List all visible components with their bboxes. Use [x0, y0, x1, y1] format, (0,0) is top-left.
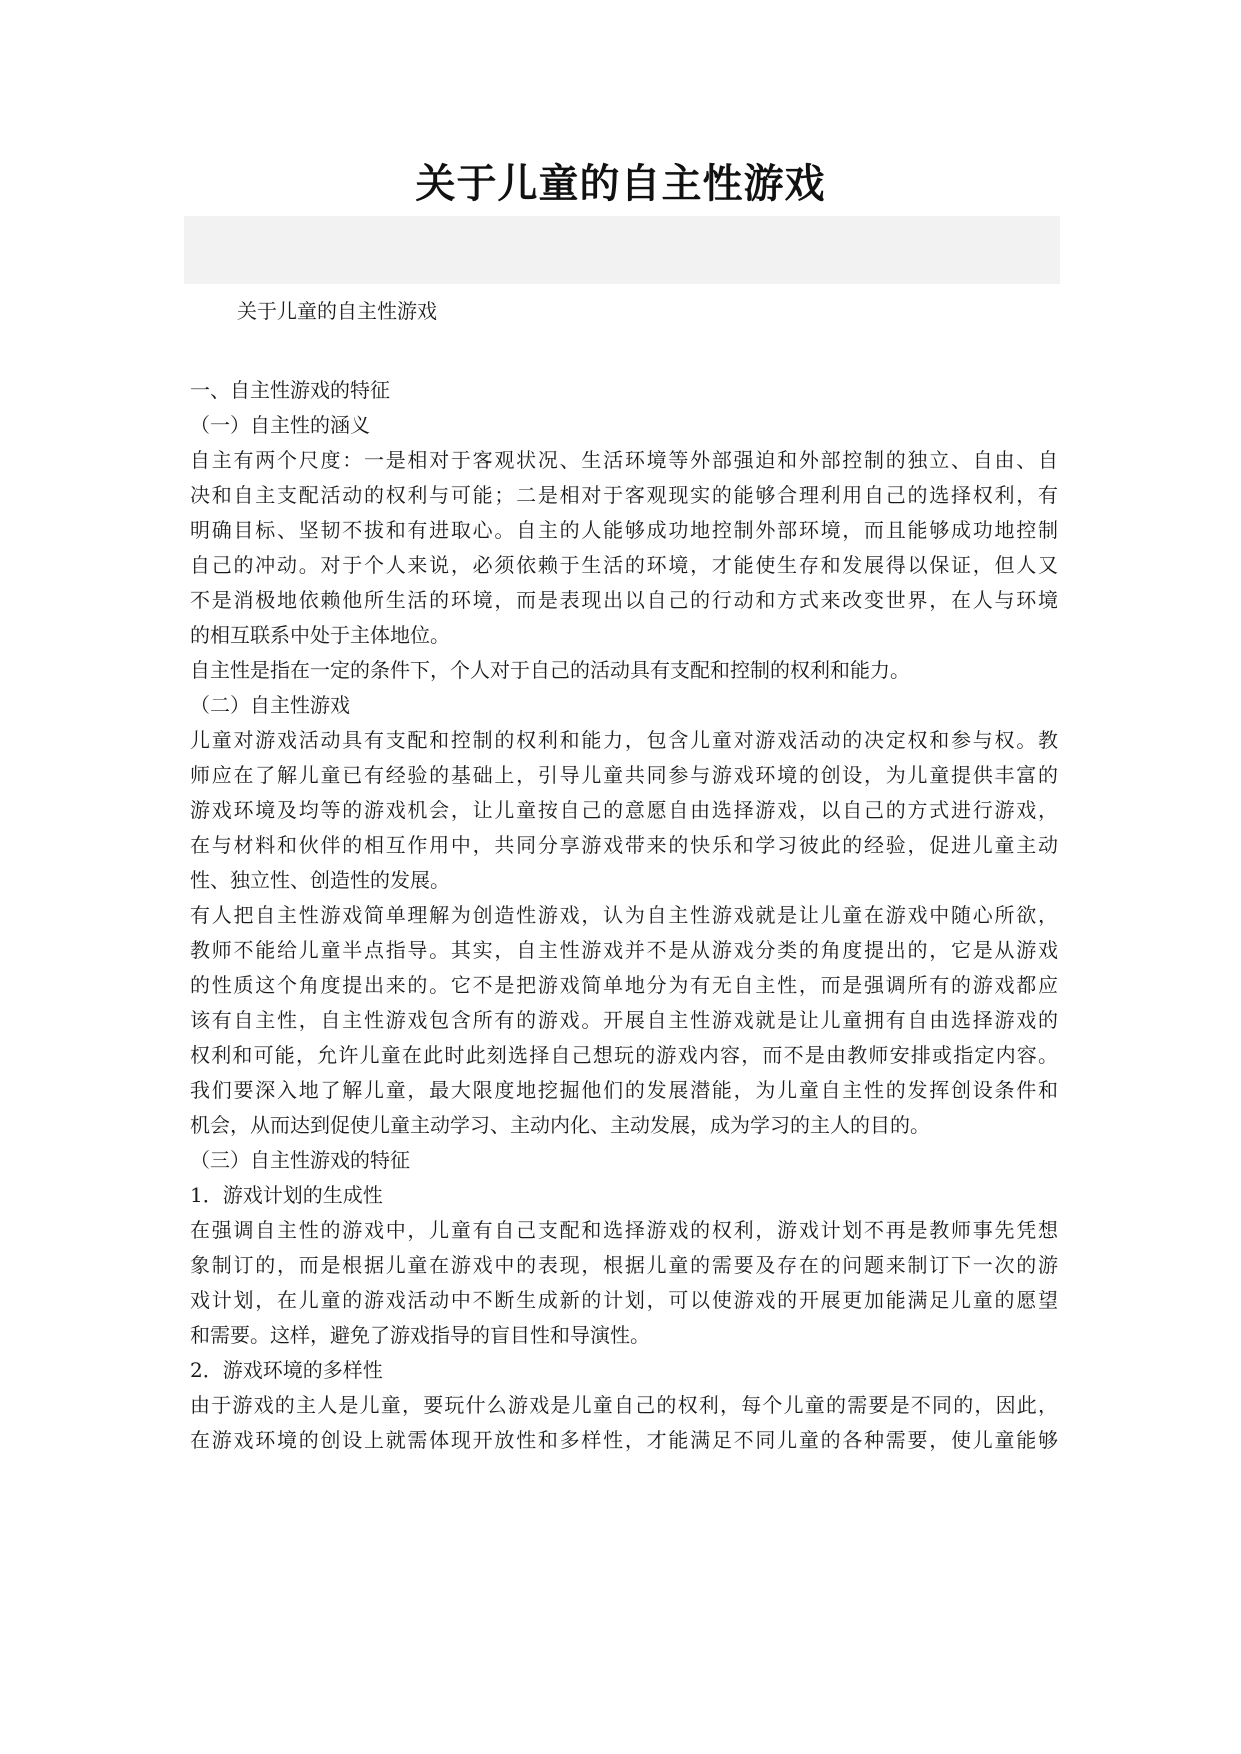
body-line: 一、自主性游戏的特征	[190, 378, 390, 402]
document-body	[190, 373, 1058, 1458]
body-line: 儿童对游戏活动具有支配和控制的权利和能力，包含儿童对游戏活动的决定权和参与权。教	[190, 728, 1058, 752]
body-line: 该有自主性，自主性游戏包含所有的游戏。开展自主性游戏就是让儿童拥有自由选择游戏的	[190, 1008, 1058, 1032]
body-line: 自主有两个尺度：一是相对于客观状况、生活环境等外部强迫和外部控制的独立、自由、自	[190, 448, 1058, 472]
body-line: 1．游戏计划的生成性	[190, 1183, 383, 1207]
body-line: （一）自主性的涵义	[190, 413, 370, 437]
body-line: 的性质这个角度提出来的。它不是把游戏简单地分为有无自主性，而是强调所有的游戏都应	[190, 973, 1058, 997]
document-subtitle: 关于儿童的自主性游戏	[237, 299, 437, 323]
body-line: 不是消极地依赖他所生活的环境，而是表现出以自己的行动和方式来改变世界，在人与环境	[190, 588, 1058, 612]
body-line: 教师不能给儿童半点指导。其实，自主性游戏并不是从游戏分类的角度提出的，它是从游戏	[190, 938, 1058, 962]
body-line: 有人把自主性游戏简单理解为创造性游戏，认为自主性游戏就是让儿童在游戏中随心所欲，	[190, 903, 1058, 927]
body-line: 自己的冲动。对于个人来说，必须依赖于生活的环境，才能使生存和发展得以保证，但人又	[190, 553, 1058, 577]
body-line: 在游戏环境的创设上就需体现开放性和多样性，才能满足不同儿童的各种需要，使儿童能够	[190, 1428, 1058, 1452]
document-title: 关于儿童的自主性游戏	[415, 160, 826, 207]
body-line: 自主性是指在一定的条件下，个人对于自己的活动具有支配和控制的权利和能力。	[190, 658, 910, 682]
body-line: （二）自主性游戏	[190, 693, 350, 717]
body-line: 权利和可能，允许儿童在此时此刻选择自己想玩的游戏内容，而不是由教师安排或指定内容。	[190, 1043, 1058, 1067]
body-line: 游戏环境及均等的游戏机会，让儿童按自己的意愿自由选择游戏，以自己的方式进行游戏，	[190, 798, 1058, 822]
body-line: 戏计划，在儿童的游戏活动中不断生成新的计划，可以使游戏的开展更加能满足儿童的愿望	[190, 1288, 1058, 1312]
body-line: 性、独立性、创造性的发展。	[190, 868, 450, 892]
body-line: 和需要。这样，避免了游戏指导的盲目性和导演性。	[190, 1323, 650, 1347]
body-line: 机会，从而达到促使儿童主动学习、主动内化、主动发展，成为学习的主人的目的。	[190, 1113, 930, 1137]
body-line: 的相互联系中处于主体地位。	[190, 623, 450, 647]
body-line: 在与材料和伙伴的相互作用中，共同分享游戏带来的快乐和学习彼此的经验，促进儿童主动	[190, 833, 1058, 857]
body-line: 由于游戏的主人是儿童，要玩什么游戏是儿童自己的权利，每个儿童的需要是不同的，因此，	[190, 1393, 1058, 1417]
body-line: 象制订的，而是根据儿童在游戏中的表现，根据儿童的需要及存在的问题来制订下一次的游	[190, 1253, 1058, 1277]
body-line: 我们要深入地了解儿童，最大限度地挖掘他们的发展潜能，为儿童自主性的发挥创设条件和	[190, 1078, 1058, 1102]
body-line: 决和自主支配活动的权利与可能；二是相对于客观现实的能够合理利用自己的选择权利，有	[190, 483, 1058, 507]
body-line: （三）自主性游戏的特征	[190, 1148, 410, 1172]
gray-banner	[184, 216, 1060, 284]
body-line: 2．游戏环境的多样性	[190, 1358, 383, 1382]
body-line: 明确目标、坚韧不拔和有进取心。自主的人能够成功地控制外部环境，而且能够成功地控制	[190, 518, 1058, 542]
body-line: 师应在了解儿童已有经验的基础上，引导儿童共同参与游戏环境的创设，为儿童提供丰富的	[190, 763, 1058, 787]
body-line: 在强调自主性的游戏中，儿童有自己支配和选择游戏的权利，游戏计划不再是教师事先凭想	[190, 1218, 1058, 1242]
